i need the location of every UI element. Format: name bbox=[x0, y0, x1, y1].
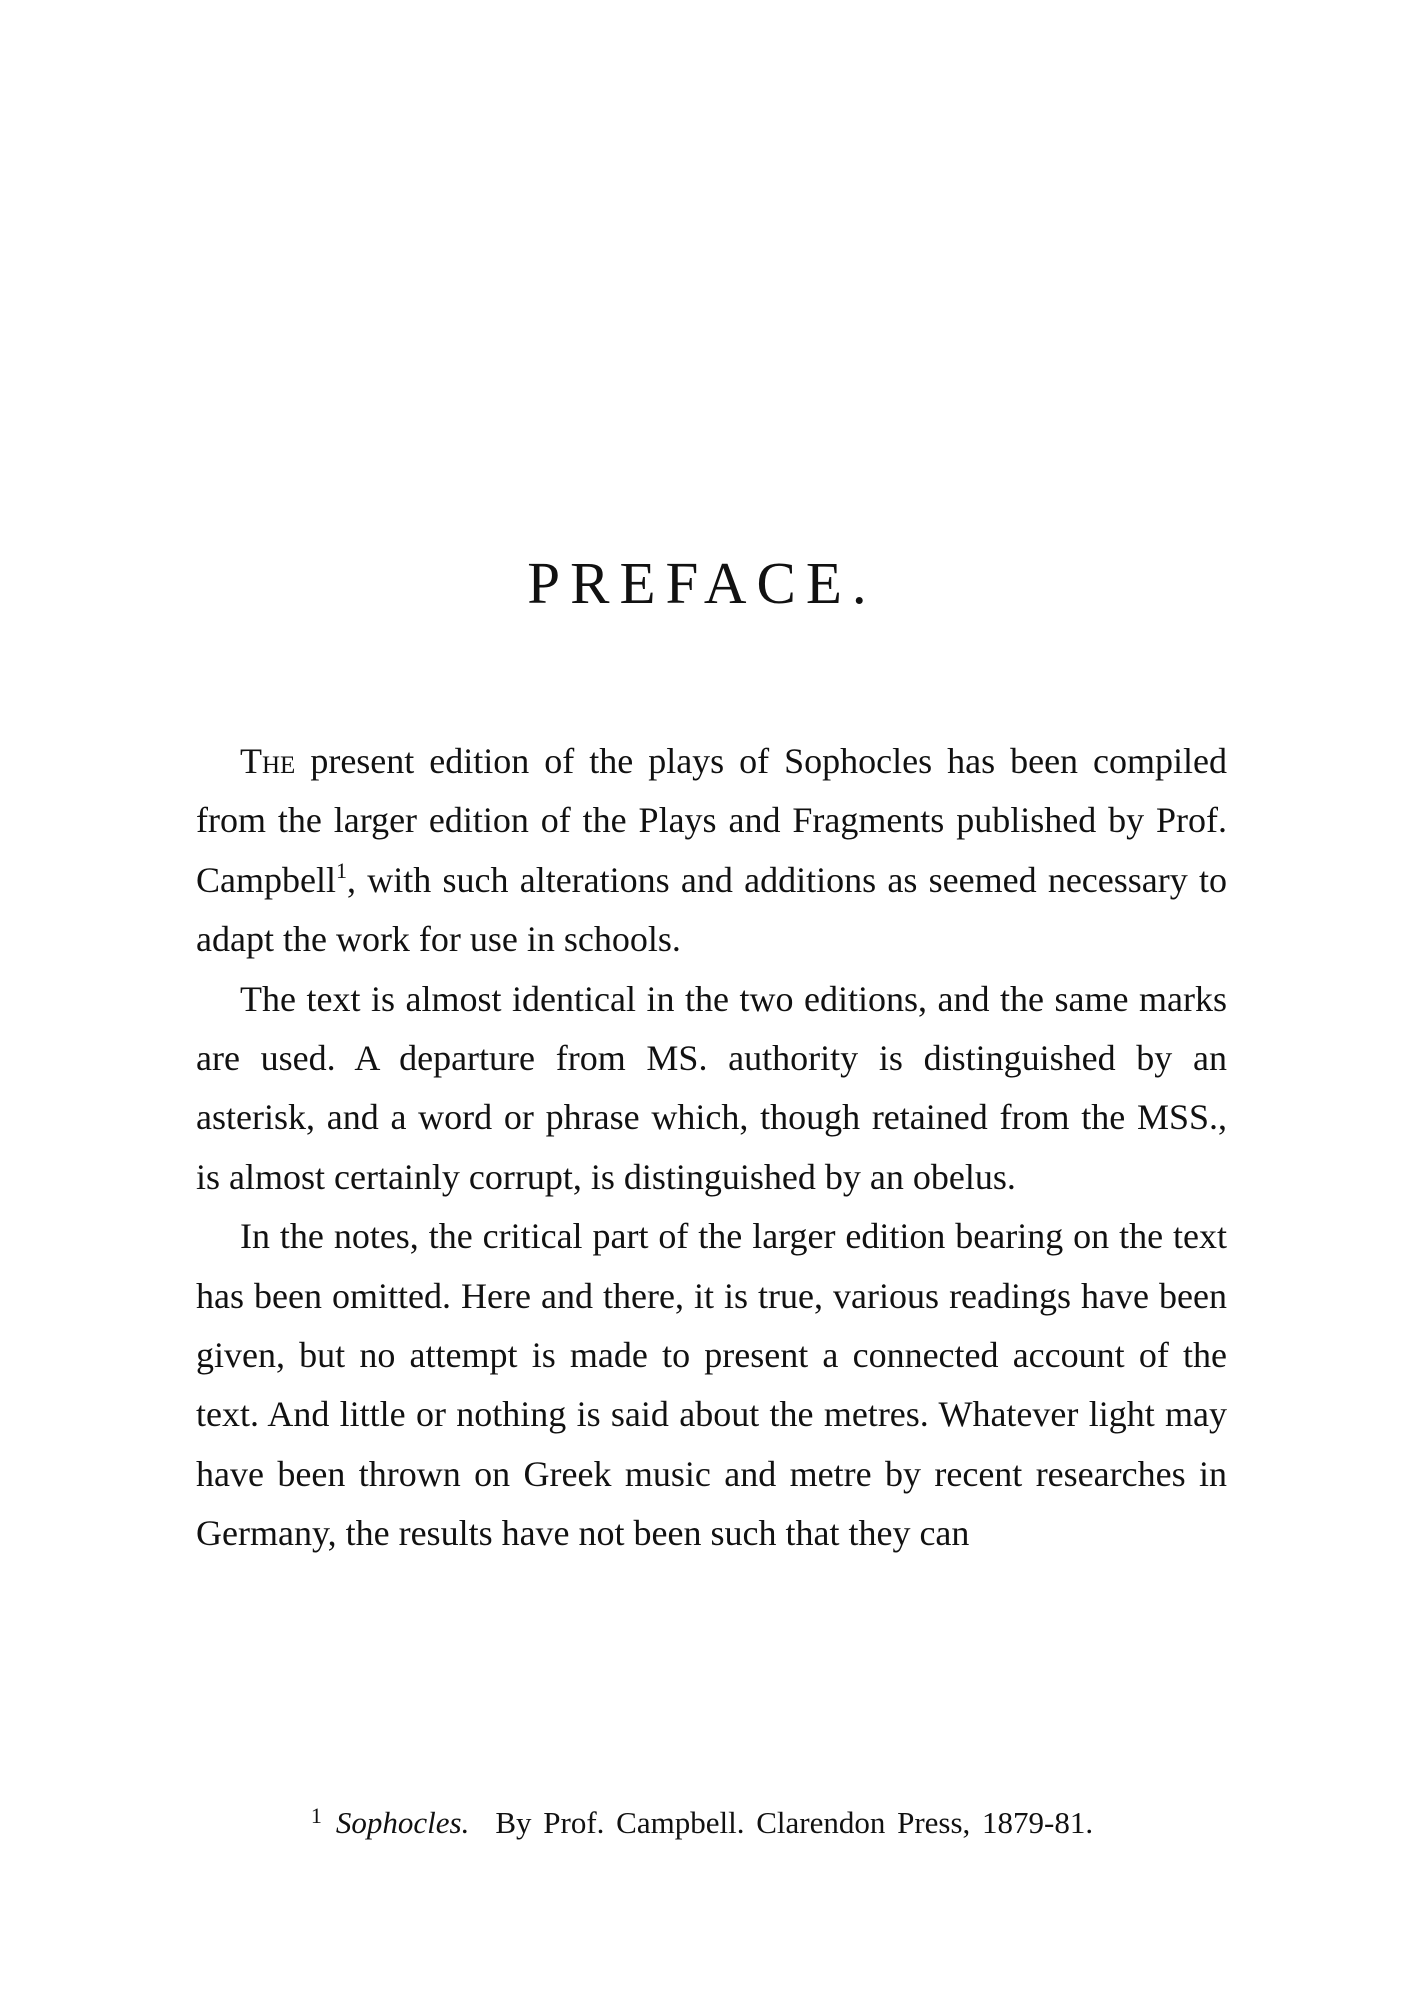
paragraph-1-text-after: , with such alterations and additions as seemed necessary to adapt the work for use in schools. bbox=[196, 859, 1227, 960]
paragraph-3: In the notes, the critical part of the larger edition bearing on the text has been omitted. Here and there, it is true, various readings have been given, but no attempt is made to present a connected account of the text. And little or nothing is said about the metres. Whatever light may have been thrown on Greek music and metre by recent researches in Germany, the results have not been such that they can bbox=[196, 1216, 1227, 1554]
paragraph-2: The text is almost identical in the two editions, and the same marks are used. A departure from MS. authority is distinguished by an asterisk, and a word or phrase which, though retained from the MSS., is almost certainly corrupt, is distinguished by an obelus. bbox=[196, 978, 1227, 1197]
paragraph-1-text: present edition of the plays of Sophocles has been compiled from the larger edition of the Plays and Fragments published by Prof. Campbell bbox=[196, 741, 1228, 900]
paragraph-1-lead: The bbox=[240, 741, 296, 781]
footnote bbox=[0, 1796, 1404, 1843]
footnote-reference: 1 bbox=[335, 857, 347, 883]
preface-body bbox=[196, 732, 1227, 1564]
footnote-mark: 1 bbox=[310, 1803, 322, 1828]
footnote-citation: By Prof. Campbell. Clarendon Press, 1879-81. bbox=[495, 1805, 1094, 1840]
paragraph-1 bbox=[196, 732, 1227, 970]
page-title: PREFACE. bbox=[527, 550, 877, 616]
footnote-title: Sophocles. bbox=[335, 1805, 470, 1840]
